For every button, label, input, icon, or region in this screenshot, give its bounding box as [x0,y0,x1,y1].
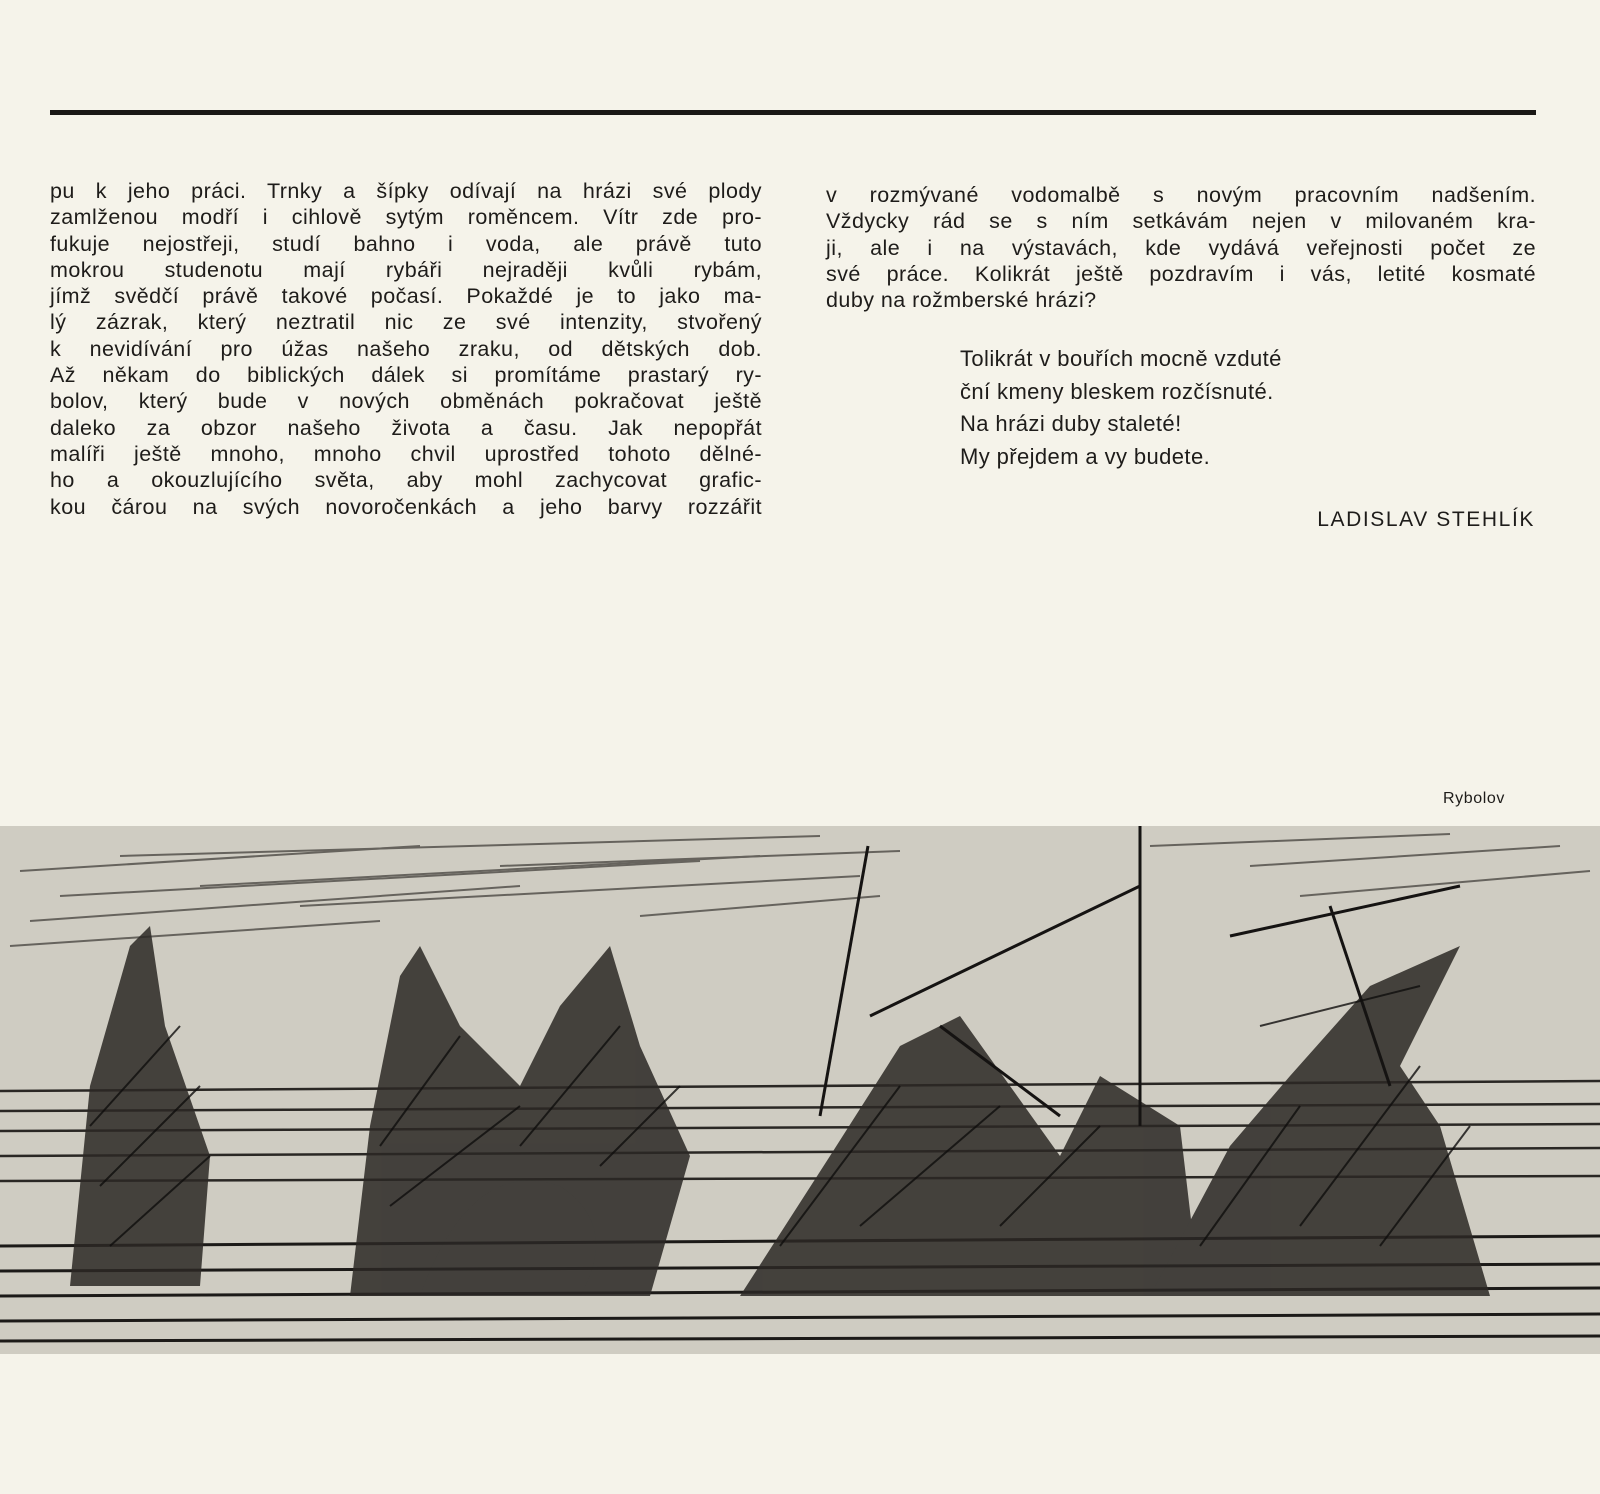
illustration-caption: Rybolov [1442,790,1505,807]
poem-line: ční kmeny bleskem rozčísnuté. [960,378,1274,404]
text-line: v rozmývané vodomalbě s novým pracovním nadšením. [826,183,1536,207]
text-line: k nevidívání pro úžas našeho zraku, od dětských dob. [50,336,762,361]
text-line: ji, ale i na výstavách, kde vydává veřejnosti počet ze [826,235,1536,260]
poem-line: Tolikrát v bouřích mocně vzduté [960,346,1282,371]
text-line: své práce. Kolikrát ještě pozdravím i vás, letité kosmaté [826,261,1536,286]
text-line: bolov, který bude v nových obměnách pokračovat ještě [50,389,762,414]
author-signature: LADISLAV STEHLÍK [1317,508,1535,531]
text-line: kou čárou na svých novoročenkách a jeho barvy rozzářit [50,494,762,519]
poem-line: Na hrázi duby staleté! [960,411,1182,436]
text-line: daleko za obzor našeho života a času. Jak nepopřát [50,415,762,440]
text-line: pu k jeho práci. Trnky a šípky odívají na hrázi své plody [50,179,762,203]
text-line: duby na rožmberské hrázi? [826,288,1097,313]
sky-hatching [10,834,1590,946]
text-line: fukuje nejostřeji, studí bahno i voda, ale právě tuto [50,231,762,256]
poem-line: My přejdem a vy budete. [960,443,1211,469]
text-line: ho a okouzlujícího světa, aby mohl zachycovat grafic- [50,468,762,493]
etching-drawing [0,826,1600,1354]
illustration-fishing-print [0,826,1600,1354]
right-text-column [826,182,1536,313]
text-line: Vždycky rád se s ním setkávám nejen v milovaném kra- [826,209,1536,234]
text-line: Až někam do biblických dálek si promítáme prastarý ry- [50,363,762,388]
left-text-column [50,178,762,520]
text-line: malíři ještě mnoho, mnoho chvil uprostřed tohoto dělné- [50,441,762,466]
text-line: lý zázrak, který neztratil nic ze své intenzity, stvořený [50,310,762,335]
poem [960,343,1282,473]
text-line: mokrou studenotu mají rybáři nejraději kvůli rybám, [50,257,762,282]
top-rule [50,110,1536,115]
text-line: zamlženou modří i cihlově sytým roměncem. Vítr zde pro- [50,205,762,230]
text-line: jímž svědčí právě takové počasí. Pokaždé je to jako ma- [50,284,762,309]
